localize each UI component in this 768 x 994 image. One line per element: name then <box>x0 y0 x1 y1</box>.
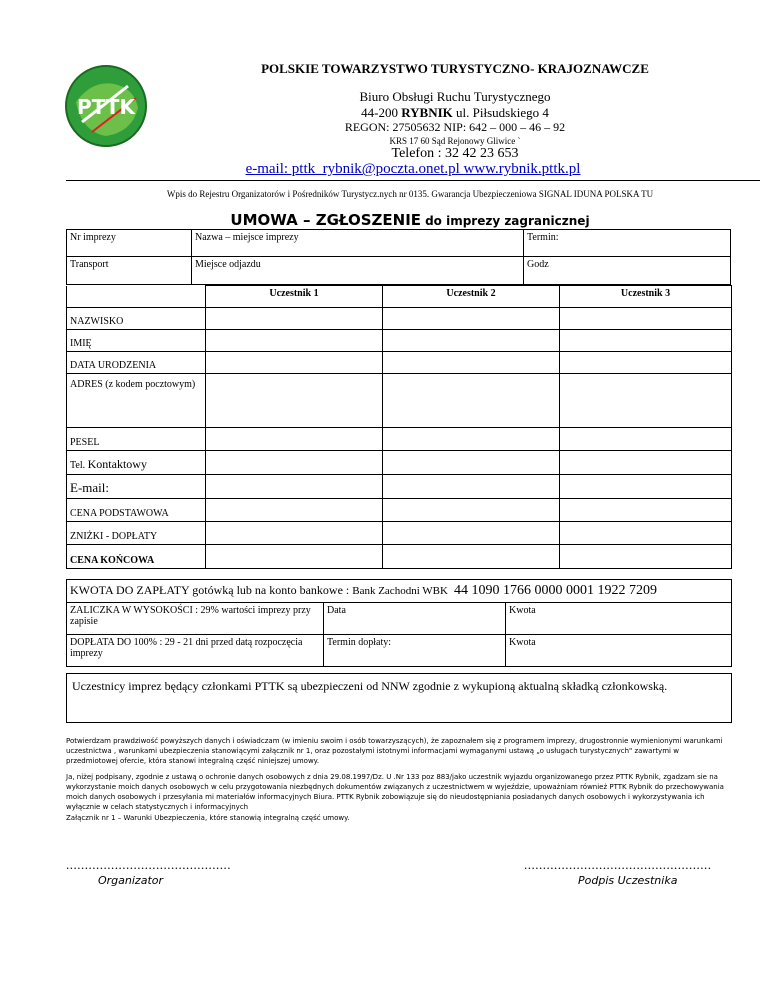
row-label-discounts: ZNIŻKI - DOPŁATY <box>67 522 206 545</box>
participant-2-header: Uczestnik 2 <box>383 286 560 308</box>
insurance-note: Uczestnicy imprez będący członkami PTTK są ubezpieczeni od NNW zgodnie z wykupioną aktualną składką członkowską. <box>66 673 732 723</box>
deposit-amount-cell[interactable]: Kwota <box>506 603 732 635</box>
discounts-3[interactable] <box>560 522 732 545</box>
email-1[interactable] <box>206 475 383 499</box>
data-protection-paragraph: Ja, niżej podpisany, zgodnie z ustawą o ochronie danych osobowych z dnia 29.08.1997/Dz. U .Nr 133 poz 883/jako uczestnik wyjazdu organizowanego przez PTTK Rybnik, zgadzam sie na wykorzystanie moich danych osobowych w celu przygotowania niezbędnych dokumentów związanych z uczestnictwem w wyjeździe, upoważniam również PTTK Rybnik do przechowywania moich danych osobowych i przesyłania mi materiałów informacyjnych Biura. PTTK Rybnik zobowiązuje się do nieudostępniania posiadanych danych osobowych i wykorzystywania ich wyłącznie w celach statystycznych i informacyjnych <box>66 773 724 811</box>
participant-3-header: Uczestnik 3 <box>560 286 732 308</box>
departure-place-cell[interactable]: Miejsce odjazdu <box>192 257 524 285</box>
label-column-header <box>67 286 206 308</box>
base-price-2[interactable] <box>383 499 560 522</box>
final-price-2[interactable] <box>383 545 560 569</box>
phone-1[interactable] <box>206 451 383 475</box>
birthdate-2[interactable] <box>383 352 560 374</box>
row-label-final-price: CENA KOŃCOWA <box>67 545 206 569</box>
name-2[interactable] <box>383 330 560 352</box>
pesel-2[interactable] <box>383 428 560 451</box>
surcharge-date-cell[interactable]: Termin dopłaty: <box>324 635 506 667</box>
email-www-link[interactable]: e-mail: pttk_rybnik@poczta.onet.pl www.rybnik.pttk.pl <box>245 161 581 177</box>
office-name: Biuro Obsługi Ruchu Turystycznego <box>359 89 551 104</box>
birthdate-3[interactable] <box>560 352 732 374</box>
base-price-3[interactable] <box>560 499 732 522</box>
event-table <box>66 229 731 285</box>
participants-table <box>66 285 732 569</box>
discounts-1[interactable] <box>206 522 383 545</box>
name-3[interactable] <box>560 330 732 352</box>
event-date-cell[interactable]: Termin: <box>524 230 731 257</box>
row-label-address: ADRES (z kodem pocztowym) <box>67 374 206 428</box>
row-label-email: E-mail: <box>67 475 206 499</box>
surname-1[interactable] <box>206 308 383 330</box>
address-3[interactable] <box>560 374 732 428</box>
svg-text:PTTK: PTTK <box>77 95 135 119</box>
postal-code: 44-200 <box>361 105 398 120</box>
event-number-cell[interactable]: Nr imprezy <box>67 230 192 257</box>
event-name-cell[interactable]: Nazwa – miejsce imprezy <box>192 230 524 257</box>
participant-signature-line[interactable]: .................................................. <box>524 857 712 872</box>
row-label-base-price: CENA PODSTAWOWA <box>67 499 206 522</box>
organizer-signature-line[interactable]: ............................................ <box>66 857 231 872</box>
pesel-3[interactable] <box>560 428 732 451</box>
payment-header: KWOTA DO ZAPŁATY gotówką lub na konto bankowe : Bank Zachodni WBK 44 1090 1766 0000 0001 1922 7209 <box>67 580 732 603</box>
krs: KRS 17 60 Sąd Rejonowy Gliwice ` <box>389 136 521 146</box>
organizer-label: Organizator <box>98 874 164 887</box>
regon-nip: REGON: 27505632 NIP: 642 – 000 – 46 – 92 <box>344 120 566 134</box>
surname-2[interactable] <box>383 308 560 330</box>
office-address <box>150 105 760 121</box>
phone-3[interactable] <box>560 451 732 475</box>
header-divider <box>66 180 760 181</box>
pesel-1[interactable] <box>206 428 383 451</box>
street: ul. Piłsudskiego 4 <box>456 105 549 120</box>
surcharge-amount-cell[interactable]: Kwota <box>506 635 732 667</box>
discounts-2[interactable] <box>383 522 560 545</box>
base-price-1[interactable] <box>206 499 383 522</box>
final-price-3[interactable] <box>560 545 732 569</box>
departure-time-cell[interactable]: Godz <box>524 257 731 285</box>
transport-cell[interactable]: Transport <box>67 257 192 285</box>
phone-2[interactable] <box>383 451 560 475</box>
address-2[interactable] <box>383 374 560 428</box>
participant-label: Podpis Uczestnika <box>578 874 678 887</box>
bank-account: 44 1090 1766 0000 0001 1922 7209 <box>453 583 657 598</box>
row-label-birthdate: DATA URODZENIA <box>67 352 206 374</box>
page-title: UMOWA – ZGŁOSZENIE do imprezy zagranicznej <box>230 211 590 229</box>
row-label-name: IMIĘ <box>67 330 206 352</box>
city: RYBNIK <box>401 105 453 120</box>
final-price-1[interactable] <box>206 545 383 569</box>
consent-paragraph: Potwierdzam prawdziwość powyższych danych i oświadczam (w imieniu swoim i osób towarzyszących), że zapoznałem się z programem imprezy, drugostronnie wymienionymi warunkami uczestnictwa , warunkami ubezpieczenia stanowiącymi załącznik nr 1, oraz pozostałymi istotnymi informacjami wymaganymi ustawą „o usługach turystycznych" zawartymi w przedmiotowej ofercie, która stanowi integralną część niniejszej umowy. <box>66 737 723 765</box>
surcharge-cell: DOPŁATA DO 100% : 29 - 21 dni przed datą rozpoczęcia imprezy <box>67 635 324 667</box>
deposit-date-cell[interactable]: Data <box>324 603 506 635</box>
name-1[interactable] <box>206 330 383 352</box>
phone: Telefon : 32 42 23 653 <box>391 146 519 161</box>
email-2[interactable] <box>383 475 560 499</box>
org-name: POLSKIE TOWARZYSTWO TURYSTYCZNO- KRAJOZNAWCZE <box>261 61 649 76</box>
deposit-cell: ZALICZKA W WYSOKOŚCI : 29% wartości imprezy przy zapisie <box>67 603 324 635</box>
surname-3[interactable] <box>560 308 732 330</box>
email-3[interactable] <box>560 475 732 499</box>
row-label-phone: Tel. Kontaktowy <box>67 451 206 475</box>
pttk-logo <box>62 62 150 150</box>
payment-table <box>66 579 732 667</box>
row-label-surname: NAZWISKO <box>67 308 206 330</box>
participant-1-header: Uczestnik 1 <box>206 286 383 308</box>
registry-note: Wpis do Rejestru Organizatorów i Pośredników Turystycz.nych nr 0135. Gwarancja Ubezpieczeniowa SIGNAL IDUNA POLSKA TU <box>166 189 654 199</box>
birthdate-1[interactable] <box>206 352 383 374</box>
row-label-pesel: PESEL <box>67 428 206 451</box>
address-1[interactable] <box>206 374 383 428</box>
attachment-note: Załącznik nr 1 – Warunki Ubezpieczenia, które stanowią integralną część umowy. <box>66 814 350 822</box>
